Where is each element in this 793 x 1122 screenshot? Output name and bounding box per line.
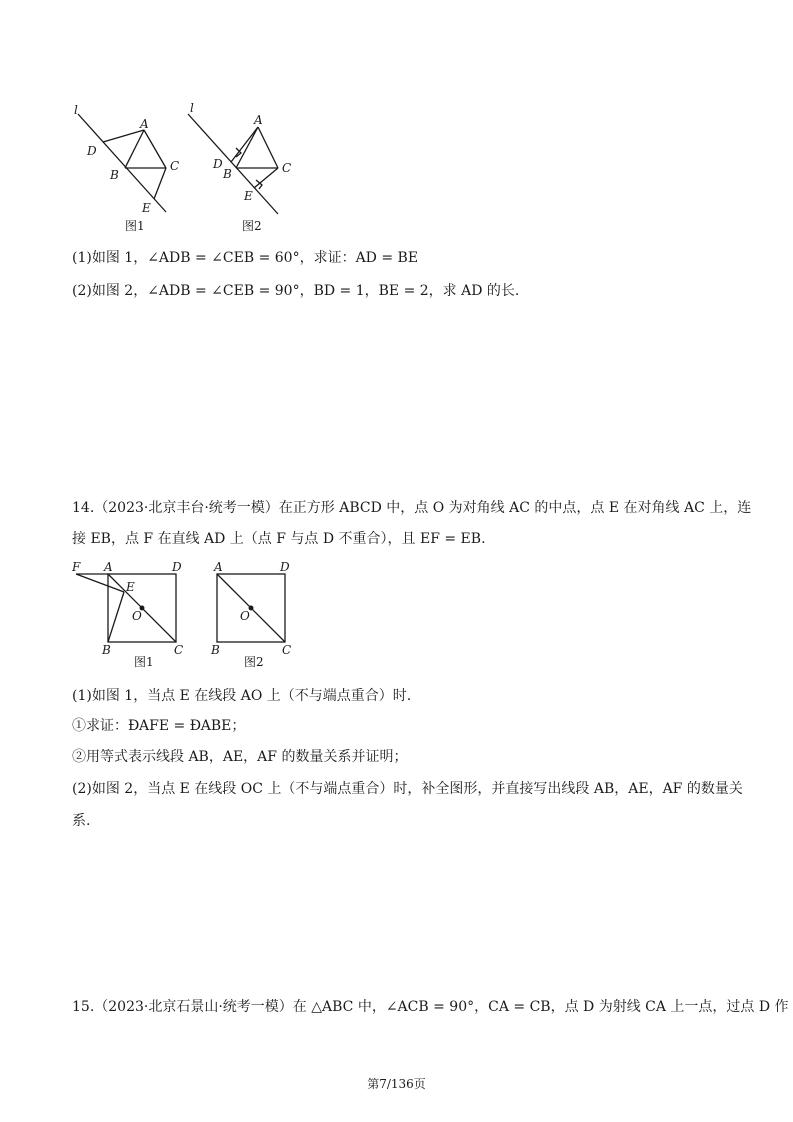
segment-eb: [108, 592, 124, 642]
label-l: l: [74, 103, 78, 117]
label-d: D: [213, 157, 223, 171]
q13-fig1: [74, 103, 179, 233]
caption-fig2: 图2: [242, 219, 262, 233]
label-b: B: [110, 168, 119, 182]
q13-part2: (2)如图 2，∠ADB = ∠CEB = 90°，BD = 1，BE = 2，求 AD 的长.: [72, 283, 520, 299]
label-b: B: [223, 167, 232, 181]
q14-part2-line2: 系.: [72, 813, 91, 829]
q15-line1: 15.（2023·北京石景山·统考一模）在 △ABC 中，∠ACB = 90°，CA = CB，点 D 为射线 CA 上一点，过点 D 作: [72, 999, 789, 1015]
label-l: l: [190, 101, 194, 115]
q14-part1a: ①求证：ÐAFE = ÐABE；: [72, 718, 246, 734]
caption-fig2: 图2: [244, 655, 264, 669]
label-a: A: [214, 560, 223, 574]
label-c: C: [170, 159, 180, 173]
segment-ab-fig2: [236, 127, 258, 168]
segment-ac-fig2: [258, 127, 278, 168]
label-a: A: [140, 117, 149, 131]
label-e: E: [142, 201, 151, 215]
label-o: O: [240, 609, 250, 623]
segment-da-fig2: [231, 127, 258, 162]
label-e: E: [244, 189, 253, 203]
segment-da-fig1: [103, 130, 144, 142]
label-o: O: [132, 609, 142, 623]
caption-fig1: 图1: [134, 655, 154, 669]
label-c: C: [282, 161, 292, 175]
segment-ce-fig1: [154, 168, 166, 199]
caption-fig1: 图1: [125, 219, 145, 233]
label-c: C: [174, 643, 184, 657]
q14-fig2: [210, 560, 291, 669]
label-a: A: [104, 560, 113, 574]
label-c: C: [282, 643, 292, 657]
label-e: E: [126, 580, 135, 594]
line-l-fig2: [188, 114, 278, 214]
q14-part1: (1)如图 1，当点 E 在线段 AO 上（不与端点重合）时.: [72, 688, 412, 704]
q14-line2: 接 EB，点 F 在直线 AD 上（点 F 与点 D 不重合），且 EF = EB.: [72, 531, 486, 547]
q14-part1b: ②用等式表示线段 AB，AE，AF 的数量关系并证明；: [72, 749, 408, 765]
label-d: D: [280, 560, 290, 574]
q14-part2-line1: (2)如图 2，当点 E 在线段 OC 上（不与端点重合）时，补全图形，并直接写出线段 AB，AE，AF 的数量关: [72, 781, 743, 797]
q14-figures: [66, 558, 306, 670]
label-a: A: [254, 113, 263, 127]
line-l-fig1: [78, 114, 166, 212]
segment-ac-fig1: [144, 130, 166, 168]
q13-figures: [60, 98, 320, 238]
page-number: 第7/136页: [367, 1077, 426, 1091]
q13-part1: (1)如图 1，∠ADB = ∠CEB = 60°，求证：AD = BE: [72, 250, 419, 266]
q13-fig2: [188, 101, 291, 233]
label-f: F: [72, 560, 81, 574]
label-b: B: [102, 643, 111, 657]
label-b: B: [211, 643, 220, 657]
segment-ce-fig2: [254, 168, 278, 188]
label-d: D: [172, 560, 182, 574]
segment-ab-fig1: [125, 130, 144, 168]
label-d: D: [87, 144, 97, 158]
q14-line1: 14.（2023·北京丰台·统考一模）在正方形 ABCD 中，点 O 为对角线 AC 的中点，点 E 在对角线 AC 上，连: [72, 500, 752, 516]
q14-fig1: [71, 560, 183, 669]
